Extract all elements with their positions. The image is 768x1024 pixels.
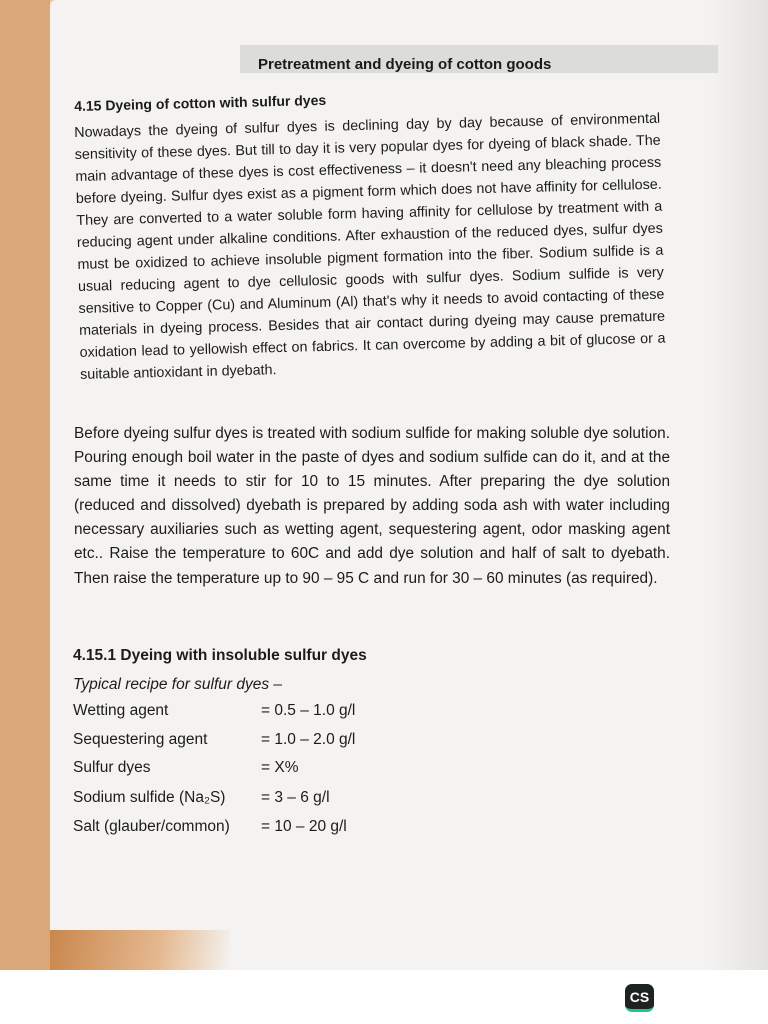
section-heading: 4.15 Dyeing of cotton with sulfur dyes [74,91,327,114]
page-edge-shadow [708,0,768,970]
recipe-row [73,818,473,842]
recipe-ingredient: Sulfur dyes [73,759,151,776]
running-header-title: Pretreatment and dyeing of cotton goods [258,56,552,73]
subsection-heading: 4.15.1 Dyeing with insoluble sulfur dyes [73,647,367,664]
recipe-ingredient: Sequestering agent [73,731,208,748]
recipe-ingredient: Wetting agent [73,702,169,719]
recipe-row [73,731,473,755]
scanner-logo-icon: CS [625,984,654,1012]
recipe-ingredient: Salt (glauber/common) [73,818,230,835]
body-paragraph-1: Nowadays the dyeing of sulfur dyes is declining day by day because of environmental sensitivity of these dyes. But till to day it is very popular dyes for dyeing of black shade. The main advantage of these dyes is cost effectiveness – it doesn't need any bleaching process before dyeing. Sulfur dyes exist as a pigment form which does not have affinity for cellulose. They are converted to a water soluble form having affinity for cellulose by treatment with a reducing agent under alkaline conditions. After exhaustion of the reduced dyes, sulfur dyes must be oxidized to achieve insoluble pigment formation into the fiber. Sodium sulfide is a usual reducing agent to dye cellulosic goods with sulfur dyes. Sodium sulfide is very sensitive to Copper (Cu) and Aluminum (Al) that's why it needs to avoid contacting of these materials in dyeing process. Besides that air contact during dyeing may cause premature oxidation lead to yellowish effect on fabrics. It can overcome by adding a bit of glucose or a suitable antioxidant in dyebath. [74,110,666,383]
recipe-amount: = 0.5 – 1.0 g/l [261,702,356,719]
recipe-amount: = 10 – 20 g/l [261,818,347,835]
recipe-row [73,759,473,783]
desk-background-bottom [50,930,230,970]
recipe-title: Typical recipe for sulfur dyes – [73,676,283,693]
recipe-row [73,789,473,813]
recipe-ingredient: Sodium sulfide (Na₂S) [73,789,226,806]
body-paragraph-2: Before dyeing sulfur dyes is treated with sodium sulfide for making soluble dye solution. Pouring enough boil water in the paste of dyes and sodium sulfide can do it, and at the same time it needs to stir for 10 to 15 minutes. After preparing the dye solution (reduced and dissolved) dyebath is prepared by adding soda ash with water including necessary auxiliaries such as wetting agent, sequestering agent, odor masking agent etc.. Raise the temperature to 60C and add dye solution and half of salt to dyebath. Then raise the temperature up to 90 – 95 C and run for 30 – 60 minutes (as required). [74,425,670,587]
recipe-row [73,702,473,726]
recipe-amount: = 1.0 – 2.0 g/l [261,731,356,748]
recipe-amount: = X% [261,759,299,776]
recipe-amount: = 3 – 6 g/l [261,789,330,806]
desk-background-left [0,0,50,970]
